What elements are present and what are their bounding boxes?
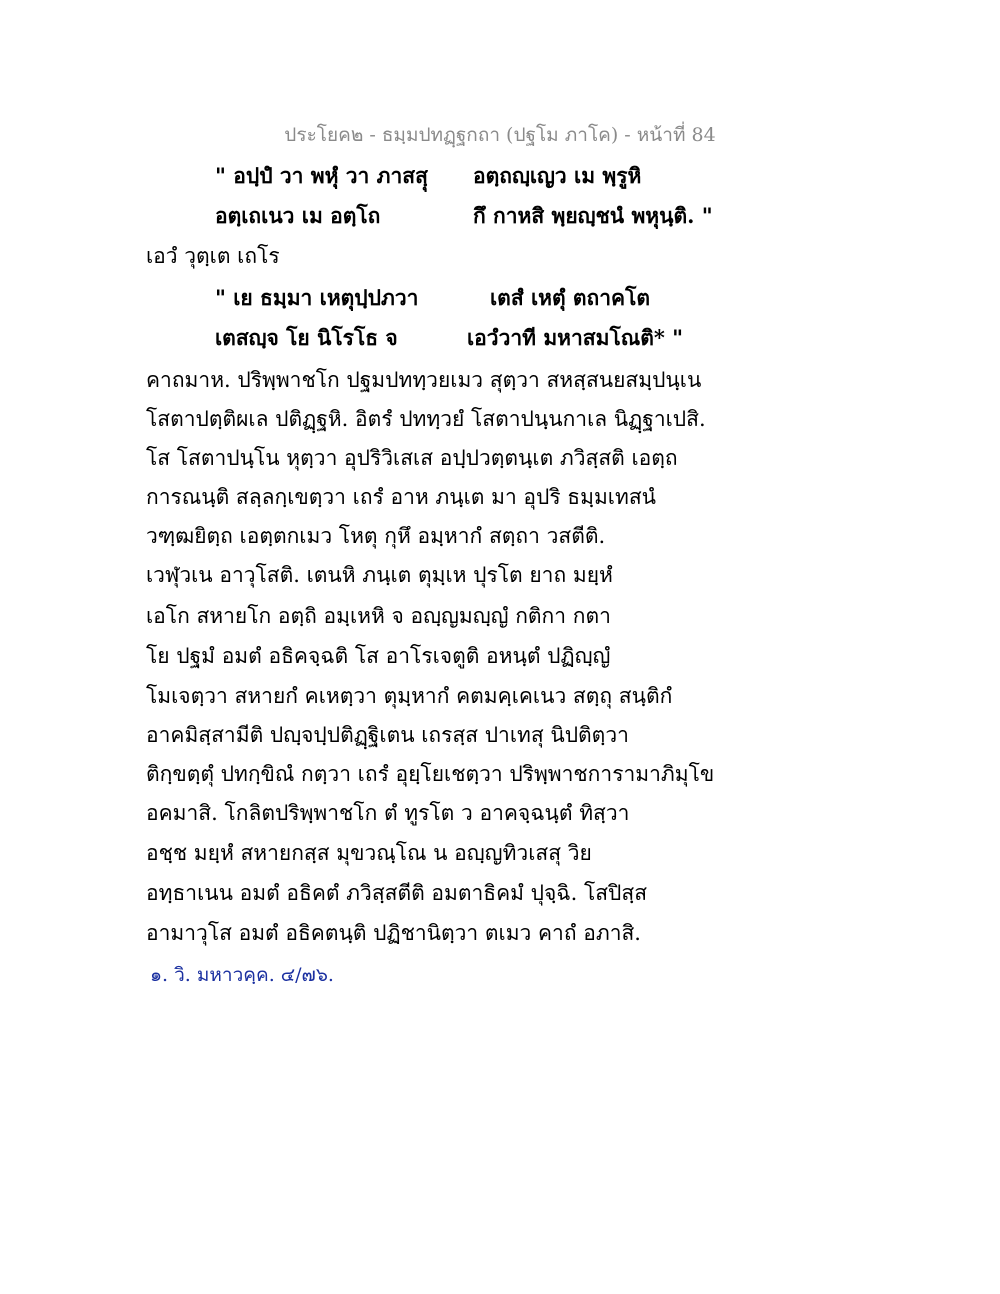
verse1-line1-right: อตฺถญฺเญว เม พฺรูหิ (473, 163, 642, 188)
verse2-line2-right: เอวํวาที มหาสมโณติ* " (467, 325, 684, 350)
footnote: ๑. วิ. มหาวคฺค. ๔/๗๖. (150, 964, 334, 986)
body-line: วฑฺฒยิตฺถ เอตฺตกเมว โหตุ กุหึ อมฺหากํ สตฺถา วสตีติ. (146, 524, 606, 548)
body-line: คาถมาห. ปริพฺพาชโก ปฐมปททฺวยเมว สุตฺวา สหสฺสนยสมฺปนฺเน (146, 368, 702, 392)
body-line: โสตาปตฺติผเล ปติฏฺฐหิ. อิตรํ ปททฺวยํ โสตาปนฺนกาเล นิฏฺฐาเปสิ. (146, 407, 706, 431)
verse1-line2-right: กึ กาหสิ พฺยญฺชนํ พหุนฺติ. " (473, 203, 713, 228)
body-line: โย ปฐมํ อมตํ อธิคจฺฉติ โส อาโรเจตูติ อหนฺตํ ปฏิญฺญํ (146, 644, 611, 668)
body-line: อาคมิสฺสามีติ ปญฺจปฺปติฏฺฐิเตน เถรสฺส ปาเทสุ นิปติตฺวา (146, 723, 629, 747)
verse2-line1-right: เตสํ เหตุํ ตถาคโต (490, 285, 651, 310)
body-line: เวฬุวเน อาวุโสติ. เตนหิ ภนฺเต ตุมฺเห ปุรโต ยาถ มยฺหํ (146, 563, 613, 587)
body-line: อชฺช มยฺหํ สหายกสฺส มุขวณฺโณ น อญฺญทิวเสสุ วิย (146, 841, 592, 865)
body-line: ติกฺขตฺตุํ ปทกฺขิณํ กตฺวา เถรํ อุยฺโยเชตฺวา ปริพฺพาชการามาภิมุโข (146, 762, 715, 786)
verse1-line2-left: อตฺเถเนว เม อตฺโถ (215, 203, 381, 228)
verse2-line1-left: " เย ธมฺมา เหตุปฺปภวา (215, 285, 419, 310)
verse2-line2-left: เตสญฺจ โย นิโรโธ จ (215, 325, 398, 350)
verse1-line1-left: " อปฺปํ วา พหุํ วา ภาสสฺุ (215, 163, 428, 188)
body-line: อทฺธาเนน อมตํ อธิคตํ ภวิสฺสตีติ อมตาธิคมํ ปุจฺฉิ. โสปิสฺส (146, 881, 648, 905)
body-line: การณนฺติ สลฺลกฺเขตฺวา เถรํ อาห ภนฺเต มา อุปริ ธมฺมเทสนํ (146, 485, 656, 509)
page-header: ประโยค๒ - ธมฺมปทฏฺฐกถา (ปฐโม ภาโค) - หน้าที่ 84 (284, 124, 716, 146)
body-line: เอโก สหายโก อตฺถิ อมฺเหหิ จ อญฺญมญฺญํ กติกา กตา (146, 604, 611, 628)
body-line: อคมาสิ. โกลิตปริพฺพาชโก ตํ ทูรโต ว อาคจฺฉนฺตํ ทิสฺวา (146, 801, 630, 825)
body-line: โส โสตาปนฺโน หุตฺวา อุปริวิเสเส อปฺปวตฺตนฺเต ภวิสฺสติ เอตฺถ (146, 446, 678, 470)
body-line: อามาวุโส อมตํ อธิคตนฺติ ปฏิชานิตฺวา ตเมว คาถํ อภาสิ. (146, 921, 641, 945)
intro-line: เอวํ วุตฺเต เถโร (146, 244, 280, 268)
body-line: โมเจตฺวา สหายกํ คเหตฺวา ตุมฺหากํ คตมคฺเคเนว สตฺถุ สนฺติกํ (146, 684, 673, 708)
